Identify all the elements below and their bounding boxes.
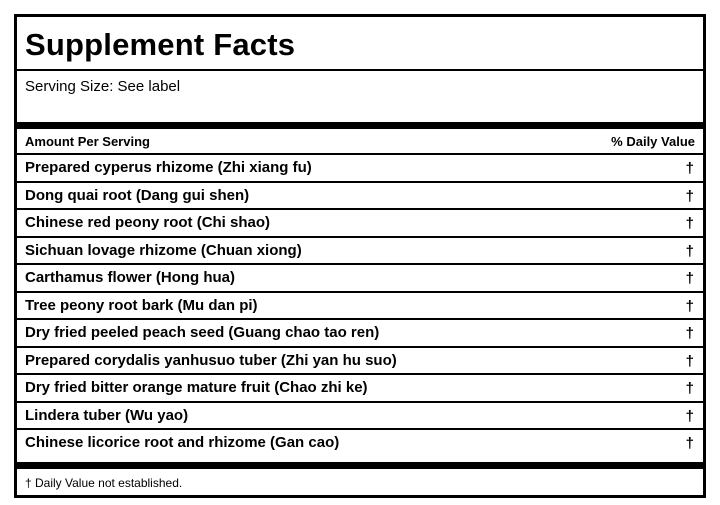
ingredient-name: Chinese licorice root and rhizome (Gan cao) bbox=[25, 434, 340, 451]
ingredient-daily-value: † bbox=[685, 160, 694, 177]
serving-divider bbox=[17, 122, 703, 129]
footnote: † Daily Value not established. bbox=[25, 476, 183, 490]
ingredient-name: Prepared cyperus rhizome (Zhi xiang fu) bbox=[25, 159, 312, 176]
ingredient-name: Dong quai root (Dang gui shen) bbox=[25, 186, 250, 204]
ingredient-row bbox=[17, 291, 703, 319]
footnote-divider bbox=[17, 462, 703, 469]
ingredient-name: Chinese red peony root (Chi shao) bbox=[25, 214, 271, 231]
ingredient-list bbox=[17, 153, 703, 456]
ingredient-daily-value: † bbox=[685, 435, 694, 452]
ingredient-row bbox=[17, 428, 703, 456]
ingredient-row bbox=[17, 208, 703, 236]
ingredient-daily-value: † bbox=[685, 325, 694, 342]
ingredient-name: Tree peony root bark (Mu dan pi) bbox=[25, 296, 258, 314]
ingredient-row bbox=[17, 401, 703, 429]
ingredient-daily-value: † bbox=[685, 187, 694, 205]
serving-size: Serving Size: See label bbox=[25, 78, 181, 95]
ingredient-row bbox=[17, 153, 703, 181]
title-divider bbox=[17, 69, 703, 71]
ingredient-daily-value: † bbox=[685, 270, 694, 287]
ingredient-row bbox=[17, 346, 703, 374]
ingredient-daily-value: † bbox=[685, 380, 694, 397]
daily-value-label: % Daily Value bbox=[611, 134, 695, 149]
ingredient-name: Carthamus flower (Hong hua) bbox=[25, 269, 236, 286]
ingredient-daily-value: † bbox=[685, 297, 694, 315]
ingredient-name: Sichuan lovage rhizome (Chuan xiong) bbox=[25, 241, 302, 259]
amount-per-serving-label: Amount Per Serving bbox=[25, 134, 150, 149]
ingredient-daily-value: † bbox=[685, 215, 694, 232]
column-header-row bbox=[17, 130, 703, 153]
ingredient-daily-value: † bbox=[685, 407, 694, 425]
ingredient-daily-value: † bbox=[685, 352, 694, 370]
panel-title: Supplement Facts bbox=[25, 27, 296, 62]
ingredient-name: Dry fried bitter orange mature fruit (Chao zhi ke) bbox=[25, 379, 368, 396]
ingredient-daily-value: † bbox=[685, 242, 694, 260]
supplement-facts-panel bbox=[14, 14, 706, 498]
ingredient-row bbox=[17, 236, 703, 264]
ingredient-row bbox=[17, 318, 703, 346]
ingredient-row bbox=[17, 181, 703, 209]
ingredient-row bbox=[17, 373, 703, 401]
ingredient-name: Prepared corydalis yanhusuo tuber (Zhi yan hu suo) bbox=[25, 351, 397, 369]
ingredient-name: Dry fried peeled peach seed (Guang chao tao ren) bbox=[25, 324, 380, 341]
ingredient-name: Lindera tuber (Wu yao) bbox=[25, 406, 189, 424]
ingredient-row bbox=[17, 263, 703, 291]
